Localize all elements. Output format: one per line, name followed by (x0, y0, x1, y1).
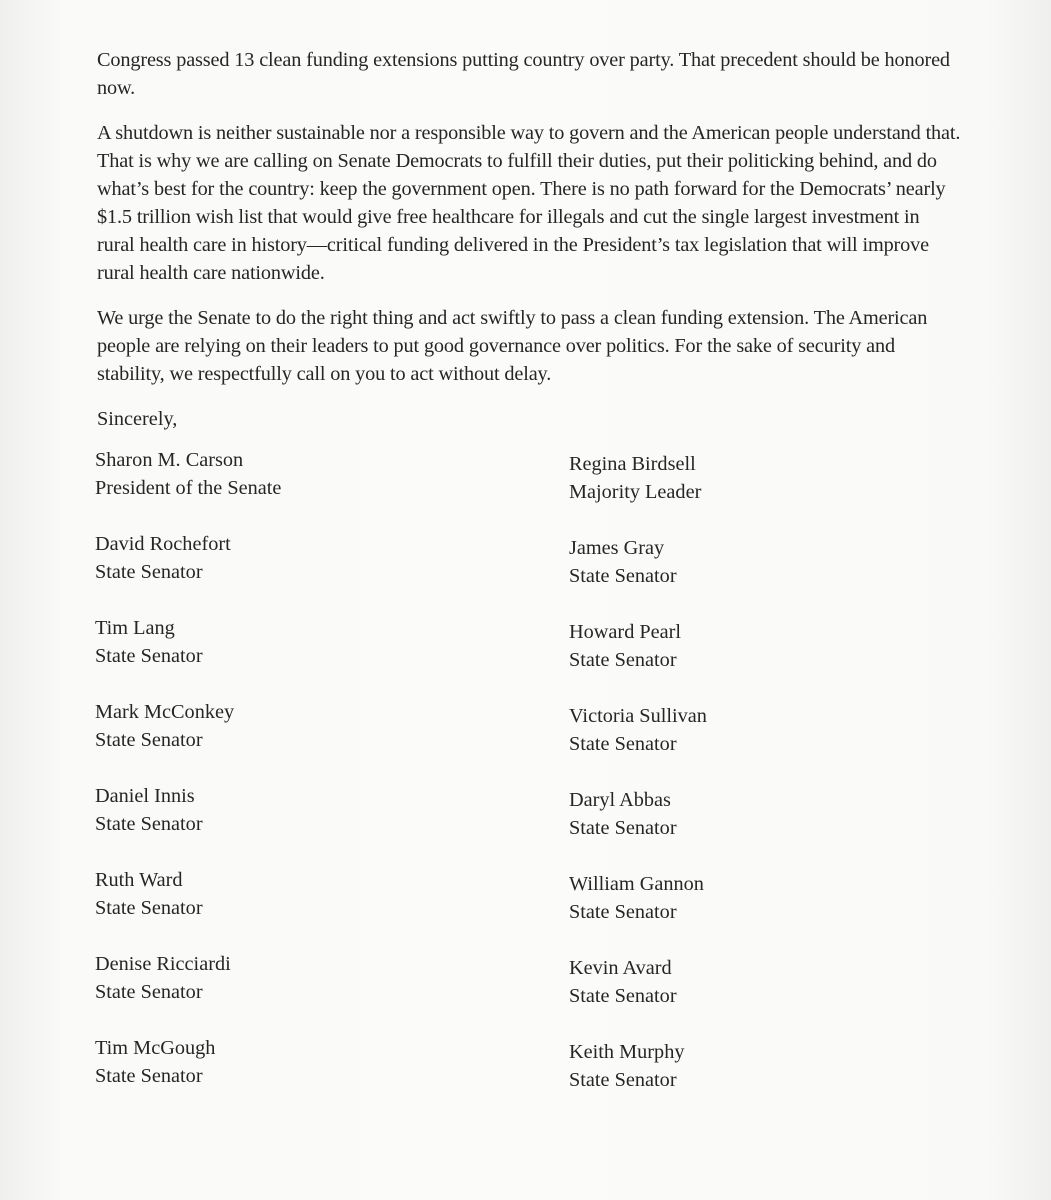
signatory-name: William Gannon (569, 873, 704, 895)
signatory-left-7 (95, 950, 495, 1006)
signatory-name: Daryl Abbas (569, 789, 671, 811)
signatory-right-4 (569, 702, 969, 758)
signatory-left-6 (95, 866, 495, 922)
signatory-name: Victoria Sullivan (569, 705, 707, 727)
closing-salutation: Sincerely, (97, 408, 178, 430)
signatory-name: Mark McConkey (95, 701, 235, 723)
paragraph-2: A shutdown is neither sustainable nor a responsible way to govern and the American people understand that. That is why we are calling on Senate Democrats to fulfill their duties, put their politicking behind, and do what’s best for the country: keep the government open. There is no path forward for the Democrats’ nearly $1.5 trillion wish list that would give free healthcare for illegals and cut the single largest investment in rural health care in history—critical funding delivered in the President’s tax legislation that will improve rural health care nationwide. (97, 122, 961, 284)
signatory-name: Regina Birdsell (569, 453, 696, 475)
signatory-name: Keith Murphy (569, 1041, 685, 1063)
signatory-left-5 (95, 782, 495, 838)
signatory-right-5 (569, 786, 969, 842)
signatory-title: State Senator (95, 813, 203, 835)
signatory-right-8 (569, 1038, 969, 1094)
letter-body (97, 46, 961, 388)
signatory-name: Daniel Innis (95, 785, 195, 807)
signatory-title: State Senator (569, 649, 677, 671)
signatory-title: Majority Leader (569, 481, 702, 503)
signatory-right-7 (569, 954, 969, 1010)
signatory-right-3 (569, 618, 969, 674)
signatory-name: Ruth Ward (95, 869, 183, 891)
signatory-left-1 (95, 446, 495, 502)
paragraph-3: We urge the Senate to do the right thing and act swiftly to pass a clean funding extension. The American people are relying on their leaders to put good governance over politics. For the sake of security and stability, we respectfully call on you to act without delay. (97, 307, 928, 385)
signatory-name: Howard Pearl (569, 621, 682, 643)
signatory-title: State Senator (95, 1065, 203, 1087)
signatory-left-2 (95, 530, 495, 586)
signatory-title: State Senator (569, 1069, 677, 1091)
signatory-right-6 (569, 870, 969, 926)
signatory-left-8 (95, 1034, 495, 1090)
signatory-title: State Senator (95, 729, 203, 751)
signatory-left-4 (95, 698, 495, 754)
signatory-title: State Senator (95, 897, 203, 919)
signatory-title: President of the Senate (95, 477, 282, 499)
paragraph-1: Congress passed 13 clean funding extensions putting country over party. That precedent should be honored now. (97, 49, 950, 99)
signatory-title: State Senator (95, 645, 203, 667)
signatory-right-2 (569, 534, 969, 590)
signatory-title: State Senator (569, 817, 677, 839)
signatory-name: Tim McGough (95, 1037, 216, 1059)
signatory-title: State Senator (569, 733, 677, 755)
signatory-name: Tim Lang (95, 617, 175, 639)
signature-block (97, 446, 961, 1106)
signatory-name: David Rochefort (95, 533, 231, 555)
signatory-title: State Senator (95, 561, 203, 583)
signatory-name: James Gray (569, 537, 665, 559)
signatory-left-3 (95, 614, 495, 670)
signatory-title: State Senator (569, 901, 677, 923)
signatory-name: Sharon M. Carson (95, 449, 244, 471)
signatory-right-1 (569, 450, 969, 506)
signatory-name: Kevin Avard (569, 957, 672, 979)
signatory-name: Denise Ricciardi (95, 953, 231, 975)
signatory-title: State Senator (569, 565, 677, 587)
signatory-title: State Senator (569, 985, 677, 1007)
signatory-title: State Senator (95, 981, 203, 1003)
